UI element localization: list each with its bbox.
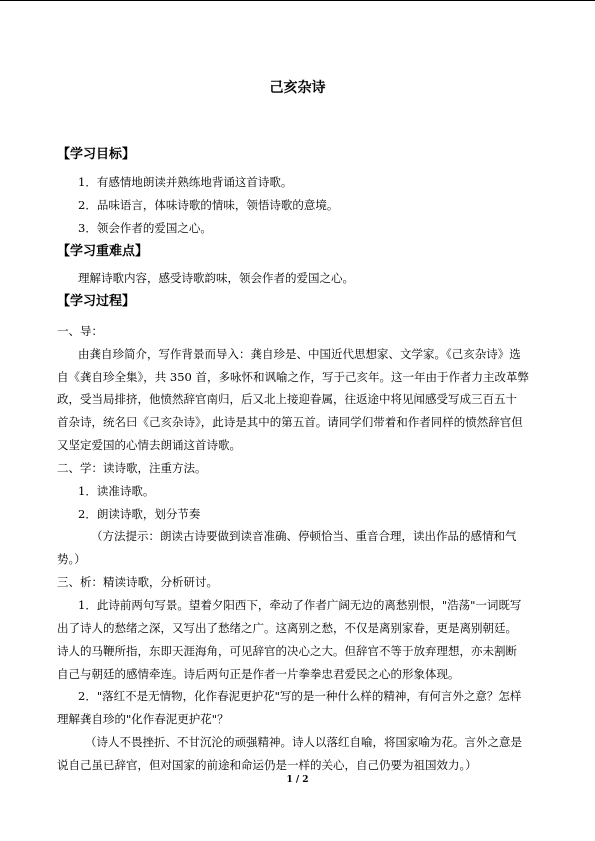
process-line: 1．读准诗歌。 [78,484,155,498]
process-line: 2．朗读诗歌，划分节奏 [78,507,201,521]
process-line: 出了诗人的愁绪之深，又写出了愁绪之广。这离别之愁，不仅是离别家眷，更是离别朝廷。 [57,621,517,635]
process-line: 三、析：精读诗歌，分析研讨。 [57,575,218,589]
process-line: 说自己虽已辞官，但对国家的前途和命运仍是一样的关心，自己仍要为祖国效力。） [57,758,477,772]
process-heading: 【学习过程】 [57,294,136,309]
top-rule [0,0,595,1]
goals-heading: 【学习目标】 [57,147,136,162]
process-line: 由龚自珍简介，写作背景而导入：龚自珍是、中国近代思想家、文学家。《己亥杂诗》选 [78,347,521,361]
process-line: 自《龚自珍全集》，共 350 首，多咏怀和讽喻之作，写于己亥年。这一年由于作者力主改革弊 [57,370,530,384]
goal-item-1: 1．有感情地朗读并熟练地背诵这首诗歌。 [78,175,293,189]
page-number: 1 / 2 [286,775,309,785]
goal-item-2: 2．品味语言，体味诗歌的情味，领悟诗歌的意境。 [78,198,339,212]
key-heading: 【学习重难点】 [57,244,149,259]
process-line: （方法提示：朗读古诗要做到读音准确、停顿恰当、重音合理，读出作品的感情和气 [91,529,517,543]
document-title: 己亥杂诗 [269,80,326,96]
process-line: 一、导： [57,324,103,338]
process-line: 二、学：读诗歌，注重方法。 [57,461,207,475]
process-line: 又坚定爱国的心情去朗诵这首诗歌。 [57,438,241,452]
process-line: 1．此诗前两句写景。望着夕阳西下，牵动了作者广阔无边的离愁别恨，"浩荡"一词既写 [78,598,522,612]
goal-item-3: 3．领会作者的爱国之心。 [78,221,212,235]
process-line: 自己与朝廷的感情牵连。诗后两句正是作者一片拳拳忠君爱民之心的形象体现。 [57,667,460,681]
process-line: 势。） [57,552,86,566]
process-line: 政，受当局排挤，他愤然辞官南归，后又北上接迎眷属，往返途中将见闻感受写成三百五十 [57,392,517,406]
process-line: 理解龚自珍的"化作春泥更护花"？ [57,712,229,726]
process-line: 首杂诗，统名曰《己亥杂诗》，此诗是其中的第五首。请同学们带着和作者同样的愤然辞官但 [57,415,523,429]
process-line: 诗人的马鞭所指，东即天涯海角，可见辞官的决心之大。但辞官不等于放弃理想，亦未割断 [57,644,517,658]
key-text: 理解诗歌内容，感受诗歌韵味，领会作者的爱国之心。 [78,271,354,285]
process-line: （诗人不畏挫折、不甘沉沦的顽强精神。诗人以落红自喻，将国家喻为花。言外之意是 [85,735,522,749]
process-line: 2．"落红不是无情物，化作春泥更护花"写的是一种什么样的精神，有何言外之意？怎样 [78,689,522,703]
